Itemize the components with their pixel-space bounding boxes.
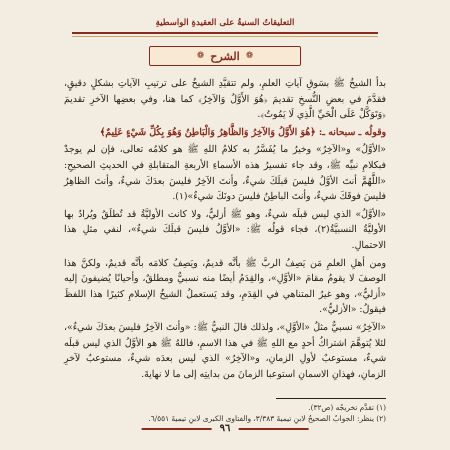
footnotes xyxy=(64,402,386,424)
header-divider xyxy=(72,32,378,34)
page-footer xyxy=(142,423,309,434)
paragraph: ومن أهلِ العلمِ مَن يَصِفُ الربَّ ﷺ بأنَّه قديمٌ، ويَصِفُ كلامَه بأنَّه قديمٌ، ولكنَّ هذا الوصفَ لا يقومُ مقامَ «الأوَّلِ»، والقِدَمُ أيضًا منه نسبيٌّ ومطلقٌ، وأحيانًا يُضيفونَ إليه «أزليٌّ»، وهو غيرُ المتناهي في القِدَمِ، وقد يَستعملُ الشيخُ الإسلامِ كثيرًا هذا اللفظَ فيقولُ: «الأزليُّ». xyxy=(64,257,386,316)
book-page xyxy=(12,12,438,438)
footnote-divider xyxy=(276,398,386,399)
section-banner xyxy=(149,46,301,66)
footer-rule xyxy=(238,428,308,430)
paragraph: «الآخِرُ» نسبيٌّ مثلُ «الأوَّلِ»، ولذلك قالَ النبيُّ ﷺ: «وأنتَ الآخِرُ فليسَ بعدَكَ شيءٌ»، لئلا يُتوهَّمَ اشتراكُ أحدٍ مع اللهِ ﷺ في هذا الاسمِ، فاللهُ ﷺ هو الأوَّلُ الذي ليس قبلَه شيءٌ، مستوعبٌ لأولِ الزمانِ، و«الآخِرُ» الذي ليس بعدَه شيءٌ، مستوعبٌ لآخرِ الزمانِ، فهذانِ الاسمانِ استوعبا الزمانَ من بدايتِه إلى ما لا نهايةَ. xyxy=(64,321,386,380)
footnote: (٢) ينظر: الجوابُ الصحيحُ لابنِ تيميةَ ٣/٣٨٣، والفتاوى الكبرى لابنِ تيميةَ ٦/٥٥١. xyxy=(148,414,386,423)
paragraph: «الأوَّلُ» الذي ليس قبلَه شيءٌ، وهو ﷺ أزليٌّ، ولا كانت الأوليَّةُ قد تُطلَقُ ويُرادُ بها الأوليَّةُ النسبيَّةُ(٢)، فجاء قولُه ﷺ: «الأوَّلُ فليسَ قبلَكَ شيءٌ»، لنفي مثلِ هذا الاحتمالِ. xyxy=(64,208,386,251)
footer-rule xyxy=(142,428,212,430)
flower-ornament-icon: ❁ xyxy=(196,51,205,61)
footnote: (١) تقدَّم تخريجُه (ص٣٢). xyxy=(308,403,386,412)
paragraph: بدأ الشيخُ ﷺ بسَوقِ آياتِ العلمِ، ولم تتقيَّدِ الشيخُ على ترتيبِ الآياتِ بشكلٍ دقيقٍ، فقدَّمَ في بعضِ النُّسخِ تقديمَ ﴿هُوَ الأَوَّلُ وَالآخِرُ﴾ كما هنا، وفي بعضِها الآخرِ تقديمَ ﴿وَتَوَكَّلْ عَلَى الْحَيِّ الَّذِي لَا يَمُوتُ﴾. xyxy=(64,78,386,121)
section-title: الشرح xyxy=(210,49,240,63)
verse-heading: وقولُه ـ سبحانه ـ: ﴿هُوَ الأَوَّلُ وَالآخِرُ وَالظَّاهِرُ وَالْبَاطِنُ وَهُوَ بِكُلِّ شَيْءٍ عَلِيمٌ﴾ xyxy=(99,126,386,138)
running-header: التعليقاتُ السنيةُ على العقيدةِ الواسطيةِ xyxy=(155,18,295,28)
main-text xyxy=(64,76,386,384)
flower-ornament-icon: ❁ xyxy=(245,51,254,61)
page-number: ٩٦ xyxy=(219,423,231,434)
paragraph: «الأوَّلُ» و«الآخِرُ» وخيرُ ما يُفَسَّرُ به كلامُ اللهِ ﷺ هو كلامُه تعالى، فإن لم يوجدْ فبكلامِ نبيِّه ﷺ، وقد جاء تفسيرُ هذه الأسماءِ الأربعةِ المتقابلةِ في الحديثِ الصحيحِ: «اللَّهُمَّ أنتَ الأوَّلُ فليسَ قبلَكَ شيءٌ، وأنتَ الآخِرُ فليسَ بعدَكَ شيءٌ، وأنتَ الظاهِرُ فليسَ فوقَكَ شيءٌ، وأنتَ الباطِنُ فليسَ دونَكَ شيءٌ»(١). xyxy=(64,144,386,203)
